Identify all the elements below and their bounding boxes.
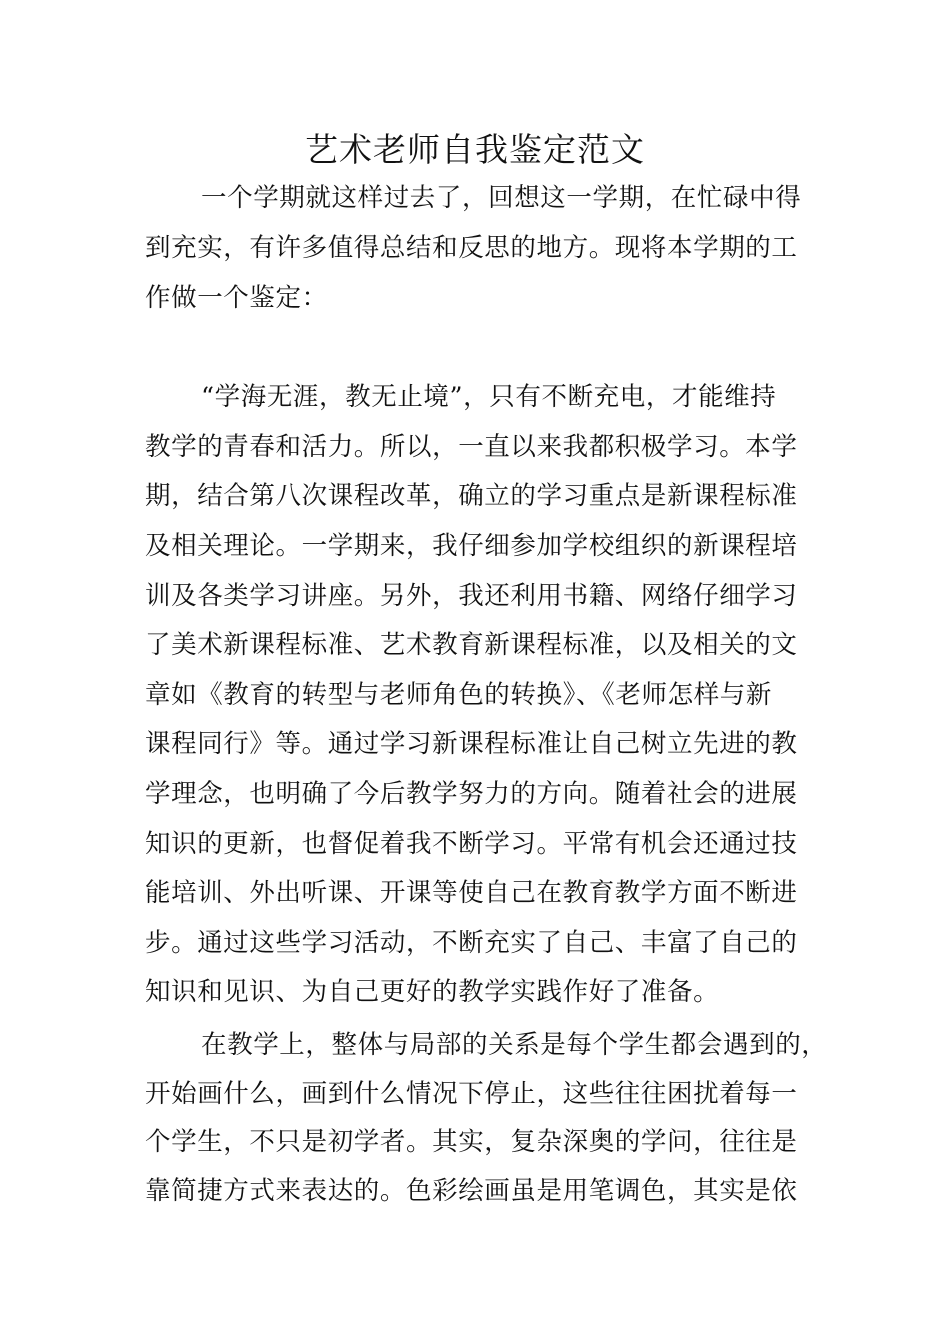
paragraph-line: 教学的青春和活力。所以，一直以来我都积极学习。本学 [145,432,798,462]
paragraph-line: 训及各类学习讲座。另外，我还利用书籍、网络仔细学习 [145,581,798,611]
paragraph-line: 作做一个鉴定： [145,283,328,313]
paragraph-line: 课程同行》等。通过学习新课程标准让自己树立先进的教 [145,729,798,759]
paragraph-line: 及相关理论。一学期来，我仔细参加学校组织的新课程培 [145,531,798,561]
paragraph-line: “学海无涯，教无止境”，只有不断充电，才能维持 [201,382,777,412]
paragraph-line: 章如《教育的转型与老师角色的转换》、《老师怎样与新 [145,680,773,710]
paragraph-line: 一个学期就这样过去了，回想这一学期，在忙碌中得 [201,183,802,213]
paragraph-line: 靠简捷方式来表达的。色彩绘画虽是用笔调色，其实是依 [145,1176,798,1206]
paragraph-line: 开始画什么，画到什么情况下停止，这些往往困扰着每一 [145,1079,798,1109]
paragraph-line: 能培训、外出听课、开课等使自己在教育教学方面不断进 [145,878,798,908]
paragraph-line: 到充实，有许多值得总结和反思的地方。现将本学期的工 [145,233,798,263]
paragraph-line: 个学生，不只是初学者。其实，复杂深奥的学问，往往是 [145,1127,798,1157]
paragraph-line: 了美术新课程标准、艺术教育新课程标准，以及相关的文 [145,630,798,660]
paragraph-line: 步。通过这些学习活动，不断充实了自己、丰富了自己的 [145,928,798,958]
paragraph-line: 知识和见识、为自己更好的教学实践作好了准备。 [145,977,720,1007]
document-title: 艺术老师自我鉴定范文 [305,130,645,169]
paragraph-line: 期，结合第八次课程改革，确立的学习重点是新课程标准 [145,481,798,511]
paragraph-line: 学理念，也明确了今后教学努力的方向。随着社会的进展 [145,779,798,809]
paragraph-line: 知识的更新，也督促着我不断学习。平常有机会还通过技 [145,829,798,859]
paragraph-line: 在教学上，整体与局部的关系是每个学生都会遇到的， [201,1030,828,1060]
